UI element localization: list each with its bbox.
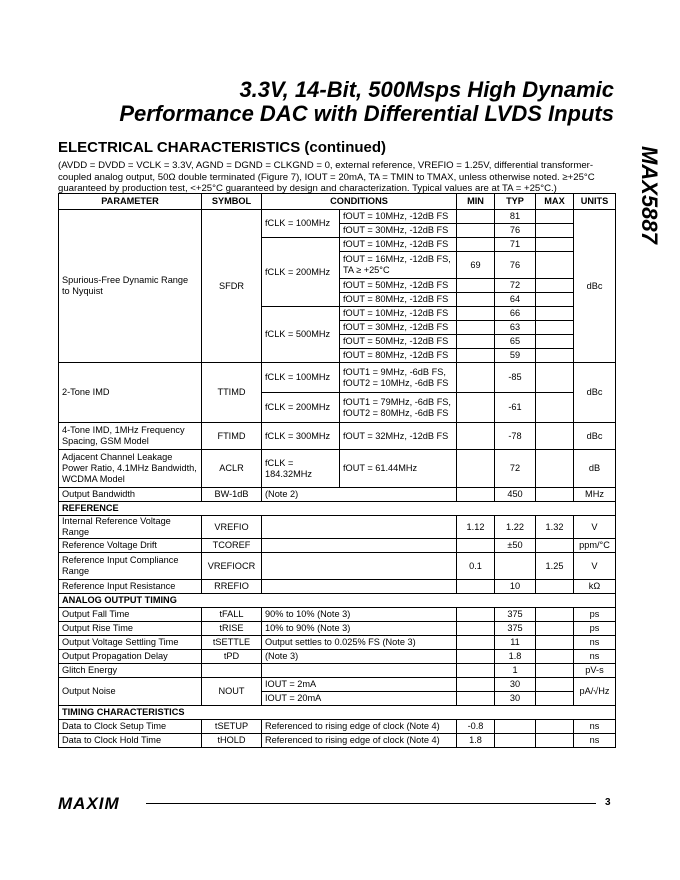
cell-typ: 1.22 — [495, 516, 536, 539]
document-title — [119, 78, 614, 126]
cell-symbol: VREFIOCR — [202, 553, 262, 580]
cell-typ: 375 — [495, 608, 536, 622]
ttimd-cond-100-line1: fOUT1 = 9MHz, -6dB FS, — [343, 366, 446, 377]
sfdr-min — [457, 307, 495, 321]
table-row — [59, 580, 616, 594]
cell-conditions — [262, 664, 457, 678]
cell-symbol: VREFIO — [202, 516, 262, 539]
cell-max — [536, 539, 574, 553]
cell-conditions — [262, 516, 457, 539]
ttimd-max — [536, 393, 574, 423]
ftimd-parameter: 4-Tone IMD, 1MHz Frequency Spacing, GSM Model — [59, 423, 202, 450]
ttimd-parameter: 2-Tone IMD — [59, 363, 202, 423]
sfdr-typ: 64 — [495, 293, 536, 307]
table-row — [59, 423, 616, 450]
sfdr-typ: 81 — [495, 210, 536, 224]
bw-units: MHz — [574, 488, 616, 502]
sfdr-max — [536, 238, 574, 252]
cell-symbol: TCOREF — [202, 539, 262, 553]
sfdr-cond: fOUT = 10MHz, -12dB FS — [340, 238, 457, 252]
header-symbol: SYMBOL — [202, 194, 262, 210]
cell-max — [536, 734, 574, 748]
sfdr-max — [536, 224, 574, 238]
table-row — [59, 636, 616, 650]
table-row — [59, 720, 616, 734]
cell-min — [457, 650, 495, 664]
ttimd-cond-200 — [340, 393, 457, 423]
header-typ: TYP — [495, 194, 536, 210]
cell-typ: 11 — [495, 636, 536, 650]
cell-min — [457, 636, 495, 650]
sfdr-cond: fOUT = 16MHz, -12dB FS, TA ≥ +25°C — [340, 252, 457, 279]
aclr-max — [536, 450, 574, 488]
ttimd-cond-100-line2: fOUT2 = 10MHz, -6dB FS — [343, 377, 449, 388]
timing-section-title: TIMING CHARACTERISTICS — [59, 706, 616, 720]
sfdr-min — [457, 293, 495, 307]
table-header-row — [59, 194, 616, 210]
noise-typ-1: 30 — [495, 678, 536, 692]
sfdr-cond: fOUT = 50MHz, -12dB FS — [340, 335, 457, 349]
cell-units: ppm/°C — [574, 539, 616, 553]
table-row — [59, 516, 616, 539]
cell-symbol: tPD — [202, 650, 262, 664]
cell-max: 1.32 — [536, 516, 574, 539]
sfdr-clk-500: fCLK = 500MHz — [262, 307, 340, 363]
cell-max — [536, 622, 574, 636]
aclr-typ: 72 — [495, 450, 536, 488]
aclr-units: dB — [574, 450, 616, 488]
sfdr-cond: fOUT = 30MHz, -12dB FS — [340, 321, 457, 335]
bw-cond: (Note 2) — [262, 488, 457, 502]
footer-divider — [146, 803, 596, 804]
title-line-2: Performance DAC with Differential LVDS Inputs — [119, 101, 614, 126]
maxim-logo: MAXIM — [58, 794, 120, 813]
ttimd-cond-200-line2: fOUT2 = 80MHz, -6dB FS — [343, 407, 449, 418]
sfdr-typ: 76 — [495, 224, 536, 238]
table-row — [59, 664, 616, 678]
sfdr-symbol: SFDR — [202, 210, 262, 363]
noise-symbol: NOUT — [202, 678, 262, 706]
sfdr-max — [536, 279, 574, 293]
cell-parameter: Reference Input Resistance — [59, 580, 202, 594]
noise-typ-2: 30 — [495, 692, 536, 706]
sfdr-min — [457, 224, 495, 238]
sfdr-min: 69 — [457, 252, 495, 279]
part-number-sidebar — [622, 146, 674, 286]
cell-min — [457, 539, 495, 553]
ttimd-clk-200: fCLK = 200MHz — [262, 393, 340, 423]
ttimd-min — [457, 363, 495, 393]
cell-max — [536, 650, 574, 664]
ttimd-units: dBc — [574, 363, 616, 423]
noise-max — [536, 678, 574, 692]
sfdr-typ: 72 — [495, 279, 536, 293]
cell-units: V — [574, 516, 616, 539]
sfdr-max — [536, 321, 574, 335]
cell-parameter: Reference Input Compliance Range — [59, 553, 202, 580]
ttimd-typ-200: -61 — [495, 393, 536, 423]
ttimd-clk-100: fCLK = 100MHz — [262, 363, 340, 393]
cell-min: 1.12 — [457, 516, 495, 539]
cell-parameter: Data to Clock Setup Time — [59, 720, 202, 734]
noise-cond-1: IOUT = 2mA — [262, 678, 457, 692]
cell-conditions: Referenced to rising edge of clock (Note 4) — [262, 734, 457, 748]
cell-conditions: 10% to 90% (Note 3) — [262, 622, 457, 636]
ttimd-max — [536, 363, 574, 393]
cell-min — [457, 664, 495, 678]
sfdr-cond: fOUT = 10MHz, -12dB FS — [340, 210, 457, 224]
cell-max — [536, 580, 574, 594]
cell-typ — [495, 734, 536, 748]
cell-parameter: Output Fall Time — [59, 608, 202, 622]
sfdr-clk-100: fCLK = 100MHz — [262, 210, 340, 238]
ttimd-cond-200-line1: fOUT1 = 79MHz, -6dB FS, — [343, 396, 451, 407]
header-conditions: CONDITIONS — [262, 194, 457, 210]
sfdr-parameter: Spurious-Free Dynamic Range to Nyquist — [59, 210, 202, 363]
cell-conditions — [262, 580, 457, 594]
cell-max: 1.25 — [536, 553, 574, 580]
noise-min — [457, 678, 495, 692]
table-row — [59, 539, 616, 553]
sfdr-cond: fOUT = 80MHz, -12dB FS — [340, 293, 457, 307]
sfdr-cond: fOUT = 80MHz, -12dB FS — [340, 349, 457, 363]
sfdr-max — [536, 293, 574, 307]
sfdr-typ: 71 — [495, 238, 536, 252]
aclr-symbol: ACLR — [202, 450, 262, 488]
cell-conditions: Referenced to rising edge of clock (Note 4) — [262, 720, 457, 734]
cell-min: 1.8 — [457, 734, 495, 748]
aclr-cond: fOUT = 61.44MHz — [340, 450, 457, 488]
sfdr-min — [457, 335, 495, 349]
sfdr-typ: 66 — [495, 307, 536, 321]
cell-units: ns — [574, 720, 616, 734]
sfdr-min — [457, 349, 495, 363]
bw-min — [457, 488, 495, 502]
sfdr-min — [457, 321, 495, 335]
electrical-characteristics-table — [58, 193, 616, 748]
table-row — [59, 678, 616, 692]
noise-parameter: Output Noise — [59, 678, 202, 706]
page-number: 3 — [605, 797, 611, 808]
cell-min: -0.8 — [457, 720, 495, 734]
cell-max — [536, 608, 574, 622]
cell-symbol: tRISE — [202, 622, 262, 636]
aclr-min — [457, 450, 495, 488]
section-row-analog — [59, 594, 616, 608]
cell-units: ps — [574, 622, 616, 636]
ftimd-symbol: FTIMD — [202, 423, 262, 450]
cell-min: 0.1 — [457, 553, 495, 580]
cell-conditions — [262, 553, 457, 580]
sfdr-max — [536, 210, 574, 224]
noise-max — [536, 692, 574, 706]
aclr-clk: fCLK = 184.32MHz — [262, 450, 340, 488]
cell-typ: 1.8 — [495, 650, 536, 664]
cell-units: ns — [574, 650, 616, 664]
table-row — [59, 622, 616, 636]
cell-symbol — [202, 664, 262, 678]
reference-section-title: REFERENCE — [59, 502, 616, 516]
cell-typ: 1 — [495, 664, 536, 678]
cell-units: V — [574, 553, 616, 580]
cell-min — [457, 580, 495, 594]
cell-max — [536, 636, 574, 650]
cell-max — [536, 720, 574, 734]
table-row — [59, 553, 616, 580]
cell-max — [536, 664, 574, 678]
ttimd-min — [457, 393, 495, 423]
cell-parameter: Output Rise Time — [59, 622, 202, 636]
bw-typ: 450 — [495, 488, 536, 502]
ftimd-clk: fCLK = 300MHz — [262, 423, 340, 450]
aclr-parameter: Adjacent Channel Leakage Power Ratio, 4.1MHz Bandwidth, WCDMA Model — [59, 450, 202, 488]
table-row — [59, 450, 616, 488]
table-row — [59, 363, 616, 393]
sfdr-max — [536, 307, 574, 321]
bw-max — [536, 488, 574, 502]
noise-min — [457, 692, 495, 706]
ftimd-max — [536, 423, 574, 450]
cell-units: ns — [574, 734, 616, 748]
cell-typ — [495, 720, 536, 734]
ttimd-typ-100: -85 — [495, 363, 536, 393]
ftimd-typ: -78 — [495, 423, 536, 450]
cell-parameter: Data to Clock Hold Time — [59, 734, 202, 748]
cell-symbol: tFALL — [202, 608, 262, 622]
sfdr-min — [457, 238, 495, 252]
header-min: MIN — [457, 194, 495, 210]
sfdr-cond: fOUT = 50MHz, -12dB FS — [340, 279, 457, 293]
header-parameter: PARAMETER — [59, 194, 202, 210]
sfdr-typ: 76 — [495, 252, 536, 279]
section-row-timing — [59, 706, 616, 720]
cell-typ: 10 — [495, 580, 536, 594]
cell-typ: ±50 — [495, 539, 536, 553]
cell-min — [457, 622, 495, 636]
cell-symbol: RREFIO — [202, 580, 262, 594]
cell-parameter: Reference Voltage Drift — [59, 539, 202, 553]
cell-units: ns — [574, 636, 616, 650]
bw-symbol: BW-1dB — [202, 488, 262, 502]
header-max: MAX — [536, 194, 574, 210]
analog-section-title: ANALOG OUTPUT TIMING — [59, 594, 616, 608]
cell-typ — [495, 553, 536, 580]
sfdr-cond: fOUT = 30MHz, -12dB FS — [340, 224, 457, 238]
sfdr-typ: 65 — [495, 335, 536, 349]
cell-units: pV-s — [574, 664, 616, 678]
section-row-reference — [59, 502, 616, 516]
section-title: ELECTRICAL CHARACTERISTICS (continued) — [58, 139, 387, 156]
cell-conditions — [262, 539, 457, 553]
cell-symbol: tSETTLE — [202, 636, 262, 650]
sfdr-max — [536, 335, 574, 349]
table-row — [59, 650, 616, 664]
sfdr-typ: 59 — [495, 349, 536, 363]
cell-symbol: tHOLD — [202, 734, 262, 748]
noise-units: pA/√Hz — [574, 678, 616, 706]
cell-parameter: Glitch Energy — [59, 664, 202, 678]
title-line-1: 3.3V, 14-Bit, 500Msps High Dynamic — [239, 77, 614, 102]
test-conditions: (AVDD = DVDD = VCLK = 3.3V, AGND = DGND = CLKGND = 0, external reference, VREFIO = 1.25V, differential transformer-coupled analog output, 50Ω double terminated (Figure 7), IOUT = 20mA, TA = TMIN to TMAX, unless otherwise noted. ≥+25°C guaranteed by production test, <+25°C guaranteed by design and characterization. Typical values are at TA = +25°C.) — [58, 160, 595, 194]
sfdr-cond: fOUT = 10MHz, -12dB FS — [340, 307, 457, 321]
cell-conditions: Output settles to 0.025% FS (Note 3) — [262, 636, 457, 650]
sfdr-clk-200: fCLK = 200MHz — [262, 238, 340, 307]
table-row — [59, 210, 616, 224]
table-row — [59, 488, 616, 502]
sfdr-max — [536, 252, 574, 279]
header-units: UNITS — [574, 194, 616, 210]
cell-typ: 375 — [495, 622, 536, 636]
part-number: MAX5887 — [637, 146, 662, 244]
cell-conditions: 90% to 10% (Note 3) — [262, 608, 457, 622]
ftimd-units: dBc — [574, 423, 616, 450]
cell-conditions: (Note 3) — [262, 650, 457, 664]
cell-units: ps — [574, 608, 616, 622]
cell-parameter: Internal Reference Voltage Range — [59, 516, 202, 539]
noise-cond-2: IOUT = 20mA — [262, 692, 457, 706]
cell-parameter: Output Voltage Settling Time — [59, 636, 202, 650]
ftimd-cond: fOUT = 32MHz, -12dB FS — [340, 423, 457, 450]
sfdr-min — [457, 279, 495, 293]
ftimd-min — [457, 423, 495, 450]
cell-parameter: Output Propagation Delay — [59, 650, 202, 664]
table-row — [59, 734, 616, 748]
cell-units: kΩ — [574, 580, 616, 594]
sfdr-min — [457, 210, 495, 224]
sfdr-units: dBc — [574, 210, 616, 363]
bw-parameter: Output Bandwidth — [59, 488, 202, 502]
table-row — [59, 608, 616, 622]
ttimd-cond-100 — [340, 363, 457, 393]
cell-symbol: tSETUP — [202, 720, 262, 734]
sfdr-max — [536, 349, 574, 363]
sfdr-typ: 63 — [495, 321, 536, 335]
cell-min — [457, 608, 495, 622]
ttimd-symbol: TTIMD — [202, 363, 262, 423]
